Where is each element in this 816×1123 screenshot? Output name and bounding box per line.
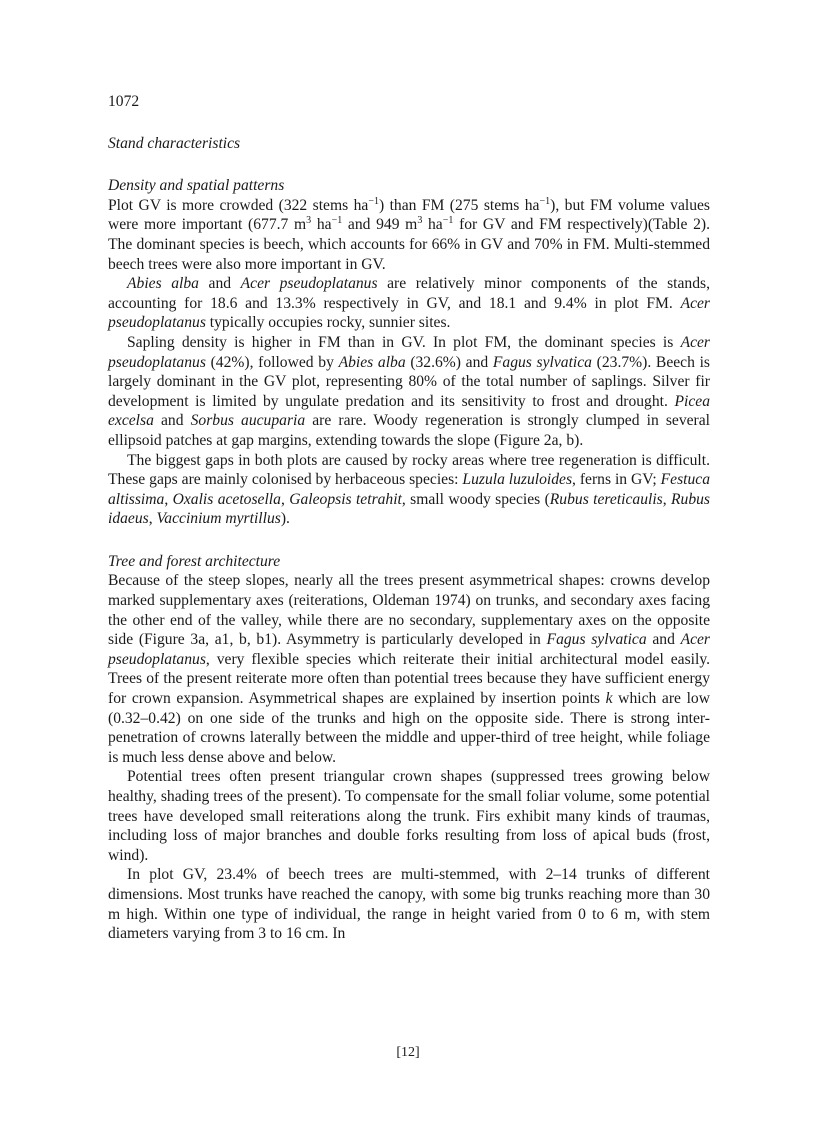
section-title: Stand characteristics [108, 134, 241, 152]
species-name: Oxalis acetosella [172, 490, 281, 508]
species-name: Picea excelsa [108, 392, 710, 430]
superscript: −1 [442, 215, 454, 227]
superscript: −1 [368, 195, 379, 207]
species-name: Abies alba [338, 353, 406, 371]
species-name: Rubus idaeus [108, 490, 710, 528]
paragraph: Abies alba and Acer pseudoplatanus are relatively minor components of the stands, accounting for 18.6 and 13.3% respectively in GV, and 18.1 and 9.4% in plot FM. Acer pseudoplatanus typically occupies rocky, sunnier sites. [108, 275, 710, 332]
species-name: Sorbus aucuparia [190, 412, 306, 430]
species-name: Rubus tereticaulis [549, 490, 663, 508]
species-name: Acer pseudoplatanus [108, 333, 710, 371]
paragraph: Plot GV is more crowded (322 stems $ha^{-1}$) than FM (275 stems $ha^{-1}$), but FM volume values were more important (677.7 $m^3$ $ha^{-1}$ and 949 $m^3$ $ha^{-1}$ for GV and FM respectively)(Table 2). The dominant species is beech, which accounts for 66% in GV and 70% in FM. Multi-stemmed beech trees were also more important in GV. [108, 195, 711, 273]
page-body [108, 92, 710, 944]
species-name: Fagus sylvatica [492, 353, 592, 371]
species-name: Luzula luzuloides [462, 471, 573, 489]
superscript: 3 [417, 215, 423, 227]
paragraph: Potential trees often present triangular crown shapes (suppressed trees growing below healthy, shading trees of the present). To compensate for the small foliar volume, some potential trees have developed small reiterations along the trunk. Firs exhibit many kinds of traumas, including loss of major branches and double forks resulting from loss of apical buds (frost, wind). [108, 768, 710, 864]
superscript: 3 [306, 215, 312, 227]
species-name: Acer pseudoplatanus [108, 294, 710, 332]
superscript: −1 [539, 195, 551, 207]
species-name: Festuca altissima [108, 471, 711, 508]
paragraph: The biggest gaps in both plots are caused by rocky areas where tree regeneration is difficult. These gaps are mainly colonised by herbaceous species: Luzula luzuloides, ferns in GV; Festuca altissima, Oxalis acetosella, Galeopsis tetrahit, small woody species (Rubus tereticaulis, Rubus idaeus, Vaccinium myrtillus). [108, 451, 711, 528]
species-name: Acer pseudoplatanus [240, 275, 378, 293]
paragraph: Sapling density is higher in FM than in GV. In plot FM, the dominant species is Acer pseudoplatanus (42%), followed by Abies alba (32.6%) and Fagus sylvatica (23.7%). Beech is largely dominant in the GV plot, representing 80% of the total number of saplings. Silver fir development is limited by ungulate predation and its sensitivity to frost and drought. Picea excelsa and Sorbus aucuparia are rare. Woody regeneration is strongly clumped in several ellipsoid patches at gap margins, extending towards the slope (Figure 2a, b). [108, 333, 710, 449]
paragraph: In plot GV, 23.4% of beech trees are multi-stemmed, with 2–14 trunks of different dimensions. Most trunks have reached the canopy, with some big trunks reaching more than 30 m high. Within one type of individual, the range in height varied from 0 to 6 m, with stem diameters varying from 3 to 16 cm. In [108, 866, 710, 943]
species-name: k [605, 690, 613, 708]
subsection-title-architecture: Tree and forest architecture [108, 552, 281, 570]
species-name: Acer pseudoplatanus [108, 631, 710, 668]
species-name: Abies alba [127, 275, 199, 293]
page-footer: [12] [396, 1045, 420, 1060]
species-name: Galeopsis tetrahit [289, 490, 402, 508]
subsection-title-density: Density and spatial patterns [108, 177, 285, 195]
superscript: −1 [331, 215, 343, 227]
species-name: Fagus sylvatica [546, 631, 647, 649]
paragraph: Because of the steep slopes, nearly all the trees present asymmetrical shapes: crowns develop marked supplementary axes (reiterations, Oldeman 1974) on trunks, and secondary axes facing the other end of the valley, while there are no secondary, supplementary axes on the opposite side (Figure 3a, a1, b, b1). Asymmetry is particularly developed in Fagus sylvatica and Acer pseudoplatanus, very flexible species which reiterate their initial architectural model easily. Trees of the present reiterate more often than potential trees because they have sufficient energy for crown expansion. Asymmetrical shapes are explained by insertion points k which are low (0.32–0.42) on one side of the trunks and high on the opposite side. There is strong inter-penetration of crowns laterally between the middle and upper-third of tree height, while foliage is much less dense above and below. [108, 572, 710, 766]
page-number: 1072 [108, 93, 140, 110]
species-name: Vaccinium myrtillus [156, 510, 281, 528]
